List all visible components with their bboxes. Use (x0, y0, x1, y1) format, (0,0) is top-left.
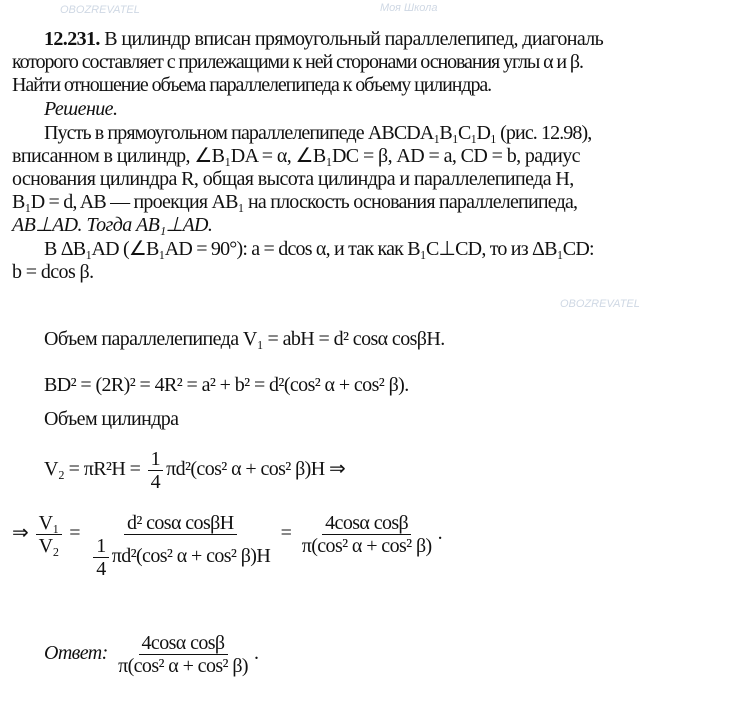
solution-line: Объем цилиндра (44, 408, 179, 430)
solution-line: B₁D = d, AB — проекция AB₁ на плоскость основания параллелепипеда, (12, 191, 578, 213)
numerator: V₁ (36, 512, 62, 535)
implies-symbol: ⇒ (12, 522, 29, 545)
solution-line: AB⊥AD. Тогда AB₁⊥AD. (12, 214, 213, 236)
period: . (437, 522, 442, 545)
problem-text: В цилиндр вписан прямоугольный параллелепипед, диагональ (104, 28, 604, 50)
formula-v2 (44, 448, 345, 493)
problem-line (44, 28, 603, 50)
answer (44, 632, 258, 677)
fraction (87, 512, 273, 580)
numerator: 4cosα cosβ (139, 632, 228, 655)
watermark: OBOZREVATEL (560, 298, 640, 310)
numerator: 1 (93, 535, 108, 558)
fraction (93, 535, 108, 580)
solution-line: В ΔB₁AD (∠B₁AD = 90°): a = dcos α, и так как B₁C⊥CD, то из ΔB₁CD: (44, 238, 594, 260)
numerator: d² cosα cosβH (124, 512, 237, 535)
solution-heading: Решение. (44, 98, 118, 120)
numerator: 1 (148, 448, 163, 471)
formula-part: πd²(cos² α + cos² β)H ⇒ (166, 458, 346, 481)
watermark: Моя Школа (380, 2, 438, 14)
fraction (148, 448, 163, 493)
fraction (299, 512, 435, 557)
solution-line: Пусть в прямоугольном параллелепипеде ABCDA₁B₁C₁D₁ (рис. 12.98), (44, 122, 592, 144)
period: . (253, 642, 259, 665)
problem-number: 12.231. (44, 28, 100, 50)
equals: = (69, 522, 80, 545)
denominator: V₂ (38, 535, 59, 557)
solution-line: основания цилиндра R, общая высота цилиндра и параллелепипеда H, (12, 168, 574, 190)
answer-label: Ответ: (44, 642, 108, 665)
equals: = (280, 522, 292, 545)
formula-part: V₂ = πR²H = (44, 458, 141, 481)
problem-line: Найти отношение объема параллелепипеда к объему цилиндра. (12, 74, 492, 96)
fraction (115, 632, 251, 677)
formula-v1: Объем параллелепипеда V₁ = abH = d² cosα cosβH. (44, 328, 445, 350)
solution-line: вписанном в цилиндр, ∠B₁DA = α, ∠B₁DC = β, AD = a, CD = b, радиус (12, 145, 580, 167)
fraction (36, 512, 62, 557)
formula-ratio (12, 512, 442, 580)
problem-line: которого составляет с прилежащими к ней сторонами основания углы α и β. (12, 51, 583, 73)
solution-line: b = dcos β. (12, 261, 94, 283)
formula-bd: BD² = (2R)² = 4R² = a² + b² = d²(cos² α + cos² β). (44, 374, 409, 396)
denominator: π(cos² α + cos² β) (301, 535, 432, 557)
denominator: 4 (150, 471, 161, 493)
denominator: 4 (96, 558, 106, 580)
denominator (87, 535, 273, 580)
watermark: OBOZREVATEL (60, 4, 140, 16)
numerator: 4cosα cosβ (322, 512, 411, 535)
denominator-text: πd²(cos² α + cos² β)H (111, 545, 271, 568)
denominator: π(cos² α + cos² β) (118, 655, 248, 677)
